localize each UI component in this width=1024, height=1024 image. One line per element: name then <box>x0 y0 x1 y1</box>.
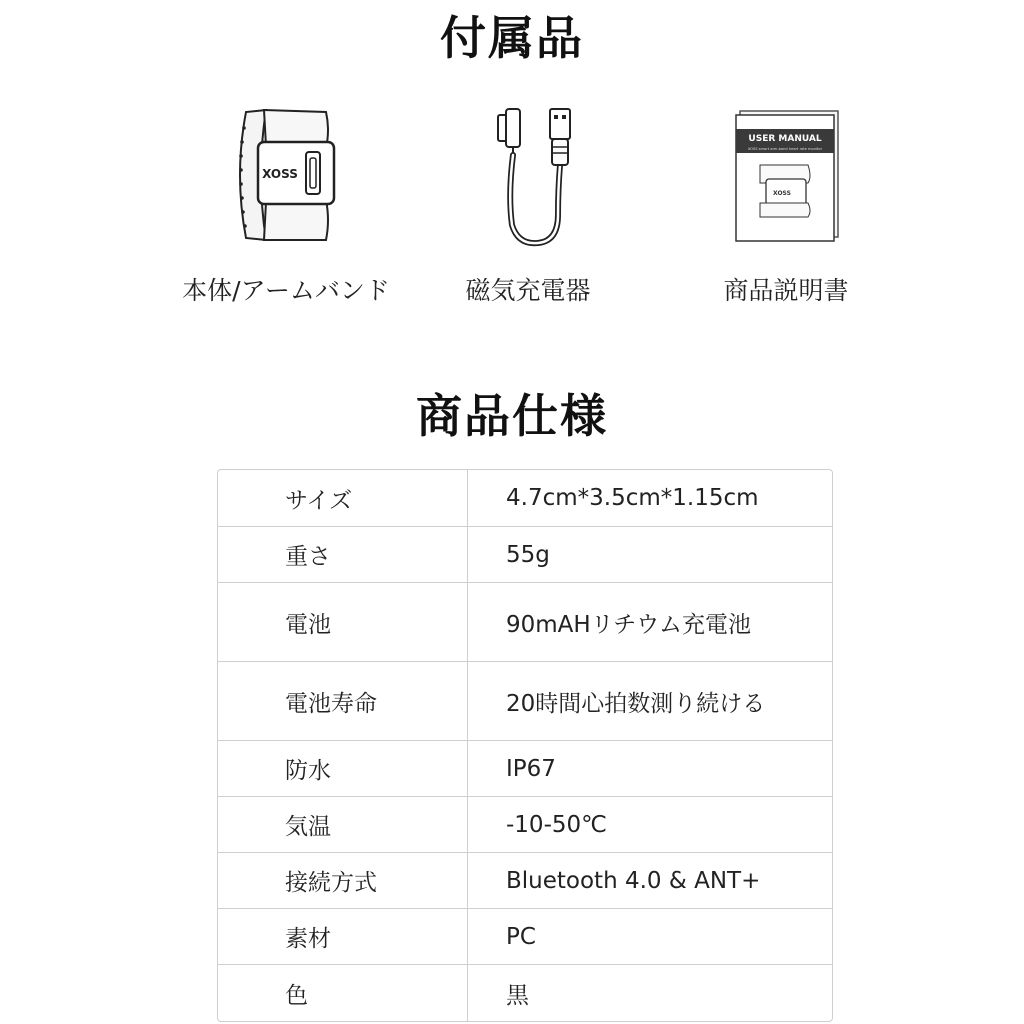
armband-icon <box>206 92 366 257</box>
spec-key: 防水 <box>218 741 468 796</box>
accessory-label: 本体/アームバンド <box>182 276 390 305</box>
table-row <box>218 470 832 526</box>
spec-value: Bluetooth 4.0 & ANT+ <box>506 867 761 894</box>
spec-table <box>217 469 833 1022</box>
spec-value: PC <box>506 923 536 950</box>
manual-cover-brand: XOSS <box>773 189 791 197</box>
table-row <box>218 740 832 796</box>
manual-cover-title: USER MANUAL <box>748 133 822 144</box>
spec-key: 素材 <box>218 909 468 964</box>
spec-value: IP67 <box>506 755 556 782</box>
accessory-label: 商品説明書 <box>723 276 849 305</box>
spec-value: 黒 <box>506 982 529 1009</box>
spec-key: 重さ <box>218 527 468 582</box>
table-row <box>218 526 832 582</box>
accessories-title: 付属品 <box>440 11 584 65</box>
spec-key: 接続方式 <box>218 853 468 908</box>
spec-value: 55g <box>506 541 550 568</box>
spec-key: 気温 <box>218 797 468 852</box>
spec-key: 電池寿命 <box>218 662 468 740</box>
accessory-label: 磁気充電器 <box>465 276 591 305</box>
spec-value: 4.7cm*3.5cm*1.15cm <box>506 485 759 511</box>
accessory-armband <box>166 92 406 312</box>
specs-title: 商品仕様 <box>416 389 608 443</box>
table-row <box>218 796 832 852</box>
spec-key: 電池 <box>218 583 468 661</box>
table-row <box>218 908 832 964</box>
table-row <box>218 661 832 740</box>
accessory-charger <box>408 92 648 312</box>
accessory-manual <box>666 92 906 312</box>
table-row <box>218 852 832 908</box>
spec-key: サイズ <box>218 470 468 526</box>
manual-icon <box>706 92 866 257</box>
table-row <box>218 964 832 1021</box>
spec-key: 色 <box>218 965 468 1021</box>
armband-brand: XOSS <box>262 166 298 181</box>
spec-value: -10-50℃ <box>506 811 607 838</box>
spec-value: 20時間心拍数測り続ける <box>506 690 766 717</box>
charger-cable-icon <box>448 92 608 257</box>
spec-value: 90mAHリチウム充電池 <box>506 611 752 638</box>
table-row <box>218 582 832 661</box>
manual-cover-subtitle: XOSS smart arm-band heart rate monitor <box>747 146 823 151</box>
